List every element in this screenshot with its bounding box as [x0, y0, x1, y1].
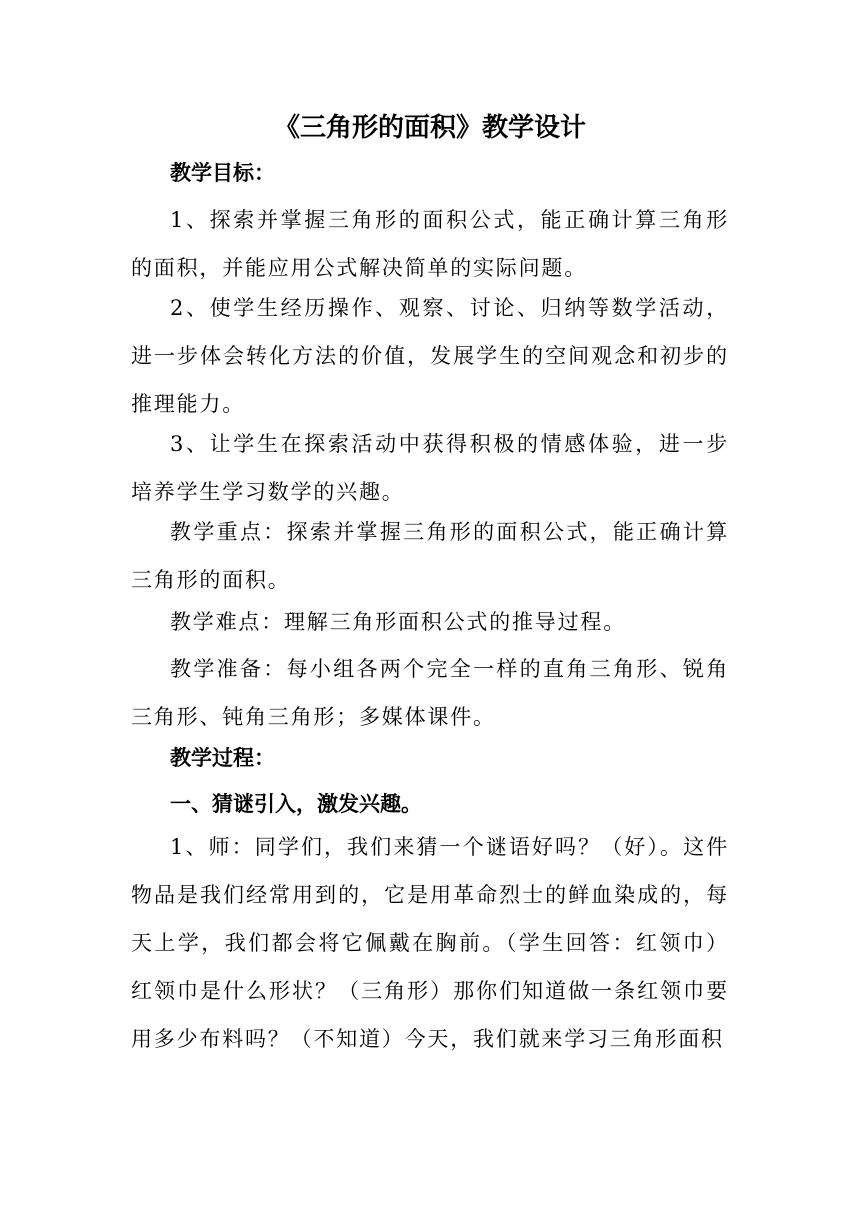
objective-1-paragraph: 1、探索并掌握三角形的面积公式，能正确计算三角形的面积，并能应用公式解决简单的实际问题。	[131, 208, 729, 280]
key-point-paragraph: 教学重点：探索并掌握三角形的面积公式，能正确计算三角形的面积。	[131, 520, 729, 592]
section-1-paragraph: 1、师：同学们，我们来猜一个谜语好吗？（好）。这件物品是我们经常用到的，它是用革命烈士的鲜血染成的，每天上学，我们都会将它佩戴在胸前。（学生回答：红领巾）红领巾是什么形状？（三角形）那你们知道做一条红领巾要用多少布料吗？（不知道）今天，我们就来学习三角形面积	[131, 835, 729, 1051]
objective-2-paragraph: 2、使学生经历操作、观察、讨论、归纳等数学活动，进一步体会转化方法的价值，发展学生的空间观念和初步的推理能力。	[131, 296, 729, 416]
objective-3-paragraph: 3、让学生在探索活动中获得积极的情感体验，进一步培养学生学习数学的兴趣。	[131, 432, 729, 504]
process-heading: 教学过程：	[170, 746, 275, 770]
document-title: 《三角形的面积》教学设计	[273, 113, 586, 143]
difficulty-paragraph: 教学难点：理解三角形面积公式的推导过程。	[170, 610, 626, 634]
objectives-heading: 教学目标：	[170, 161, 275, 185]
preparation-paragraph: 教学准备：每小组各两个完全一样的直角三角形、锐角三角形、钝角三角形；多媒体课件。	[131, 657, 729, 729]
section-1-heading: 一、猜谜引入，激发兴趣。	[170, 792, 422, 816]
